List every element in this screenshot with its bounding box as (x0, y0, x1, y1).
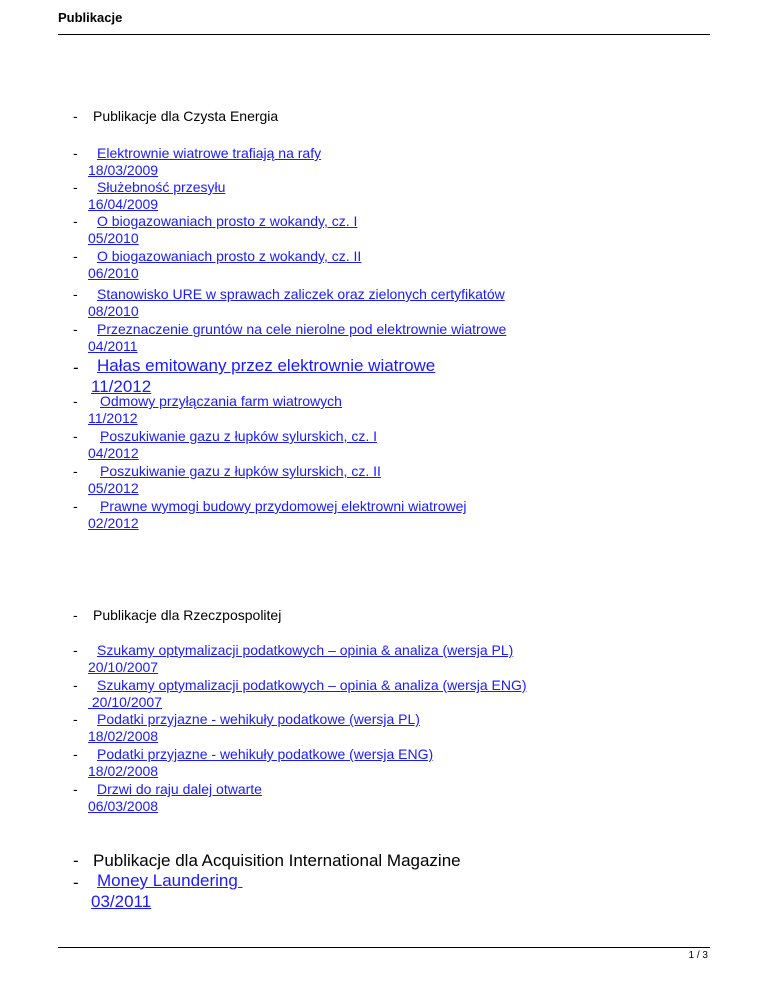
bullet-dash: - (73, 463, 78, 479)
publication-link[interactable]: Drzwi do raju dalej otwarte (97, 781, 262, 797)
publication-link[interactable]: Elektrownie wiatrowe trafiają na rafy (97, 145, 322, 161)
bullet-dash: - (73, 145, 78, 161)
bullet-dash: - (73, 873, 79, 892)
bullet-dash: - (73, 286, 78, 302)
publication-date-link[interactable]: 05/2010 (88, 230, 139, 246)
section-heading-rzeczpospolita (73, 607, 281, 623)
publication-link[interactable]: O biogazowaniach prosto z wokandy, cz. II (97, 248, 362, 264)
publication-link[interactable]: O biogazowaniach prosto z wokandy, cz. I (97, 213, 358, 229)
publication-date-link[interactable]: 04/2011 (88, 338, 138, 354)
publication-date-link[interactable]: 20/10/2007 (88, 659, 159, 675)
bullet-dash: - (73, 179, 78, 195)
bullet-dash: - (73, 393, 78, 409)
bullet-dash: - (73, 781, 78, 797)
publication-date-link[interactable]: 04/2012 (88, 445, 139, 461)
publication-date-link[interactable]: 18/02/2008 (88, 728, 159, 744)
bullet-dash: - (73, 677, 78, 693)
bullet-dash: - (73, 498, 78, 514)
publication-link[interactable]: Szukamy optymalizacji podatkowych – opinia & analiza (wersja PL) (97, 642, 514, 658)
publication-link[interactable]: Przeznaczenie gruntów na cele nierolne pod elektrownie wiatrowe (97, 321, 507, 337)
bullet-dash: - (73, 746, 78, 762)
publication-link[interactable]: Szukamy optymalizacji podatkowych – opinia & analiza (wersja ENG) (97, 677, 527, 693)
bullet-dash: - (73, 108, 78, 124)
bullet-dash: - (73, 428, 78, 444)
publication-link[interactable]: Money Laundering (97, 871, 243, 890)
publication-link[interactable]: Odmowy przyłączania farm wiatrowych (100, 393, 342, 409)
publication-link[interactable]: Poszukiwanie gazu z łupków sylurskich, cz. II (100, 463, 381, 479)
bullet-dash: - (73, 248, 78, 264)
publication-date-link[interactable]: 11/2012 (88, 410, 138, 426)
bullet-dash: - (73, 851, 79, 870)
publication-date-link[interactable]: 18/03/2009 (88, 162, 159, 178)
bullet-dash: - (73, 607, 78, 623)
publication-date-link[interactable]: 06/03/2008 (88, 798, 159, 814)
page-header-title: Publikacje (58, 10, 123, 25)
section-title: Publikacje dla Acquisition International Magazine (93, 851, 461, 870)
publication-link[interactable]: Poszukiwanie gazu z łupków sylurskich, cz. I (100, 428, 377, 444)
publication-date-link[interactable]: 20/10/2007 (88, 694, 162, 710)
bullet-dash: - (73, 711, 78, 727)
header-divider (58, 34, 710, 35)
publication-date-link[interactable]: 03/2011 (91, 892, 152, 911)
publication-date-link[interactable]: 18/02/2008 (88, 763, 159, 779)
publication-date-link[interactable]: 11/2012 (91, 377, 152, 396)
publication-date-link[interactable]: 16/04/2009 (88, 196, 159, 212)
section-heading-czysta-energia (73, 108, 278, 124)
bullet-dash: - (73, 358, 79, 377)
section-heading-acquisition-international (73, 851, 461, 871)
footer-divider (58, 947, 710, 948)
section-title: Publikacje dla Czysta Energia (93, 108, 279, 124)
publication-link[interactable]: Hałas emitowany przez elektrownie wiatrowe (97, 356, 436, 375)
section-title: Publikacje dla Rzeczpospolitej (93, 607, 282, 623)
publication-date-link[interactable]: 08/2010 (88, 303, 139, 319)
page-number: 1 / 3 (688, 950, 708, 961)
publication-date-link[interactable]: 02/2012 (88, 515, 139, 531)
bullet-dash: - (73, 213, 78, 229)
publication-link[interactable]: Podatki przyjazne - wehikuły podatkowe (wersja PL) (97, 711, 420, 727)
publication-link[interactable]: Podatki przyjazne - wehikuły podatkowe (wersja ENG) (97, 746, 434, 762)
publication-link[interactable]: Prawne wymogi budowy przydomowej elektrowni wiatrowej (100, 498, 467, 514)
bullet-dash: - (73, 642, 78, 658)
publication-link[interactable]: Stanowisko URE w sprawach zaliczek oraz zielonych certyfikatów (97, 286, 505, 302)
publication-date-link[interactable]: 05/2012 (88, 480, 139, 496)
bullet-dash: - (73, 321, 78, 337)
publication-date-link[interactable]: 06/2010 (88, 265, 139, 281)
publication-link[interactable]: Służebność przesyłu (97, 179, 226, 195)
